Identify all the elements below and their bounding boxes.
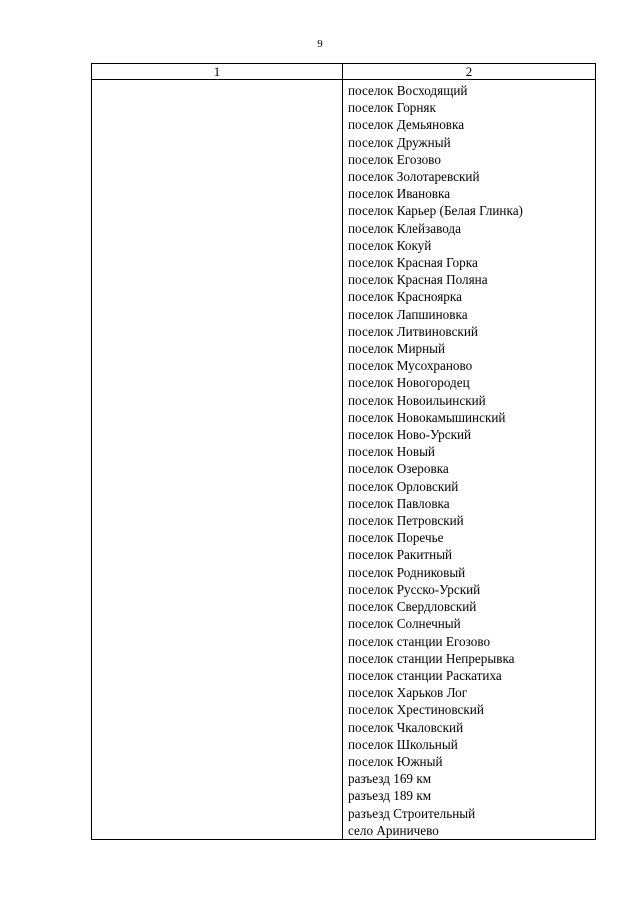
settlement-entry: поселок Красная Поляна [348,272,488,288]
column-1-cell [92,80,343,840]
settlement-entry: поселок станции Раскатиха [348,667,502,683]
settlement-entry: поселок Солнечный [348,616,461,632]
settlement-entry: поселок Егозово [348,151,441,167]
settlement-entry: поселок Родниковый [348,564,466,580]
settlement-entry: разъезд Строительный [348,805,476,821]
settlement-entry: поселок Свердловский [348,599,477,615]
settlement-entry: поселок Хрестиновский [348,702,484,718]
settlement-entry: поселок Ново-Урский [348,427,472,443]
settlement-entry: поселок Русско-Урский [348,581,481,597]
settlement-entry: поселок Ивановка [348,186,451,202]
settlement-entry: разъезд 189 км [348,788,432,804]
settlement-list [343,80,595,839]
settlement-entry: поселок Школьный [348,736,458,752]
settlement-entry: поселок Литвиновский [348,323,478,339]
settlement-entry: поселок Петровский [348,513,464,529]
settlement-entry: поселок Харьков Лог [348,685,468,701]
settlement-entry: поселок Чкаловский [348,719,464,735]
settlement-entry: поселок Новоильинский [348,392,486,408]
settlement-entry: поселок Карьер (Белая Глинка) [348,203,523,219]
settlement-entry: поселок Демьяновка [348,117,465,133]
settlement-entry: село Ариничево [348,822,439,838]
settlement-entry: поселок Южный [348,753,443,769]
settlement-entry: поселок Ракитный [348,547,453,563]
settlement-entry: поселок Клейзавода [348,220,461,236]
settlement-entry: поселок Мусохраново [348,358,473,374]
settlement-entry: поселок Орловский [348,478,459,494]
table-row [92,80,596,840]
settlement-entry: поселок Мирный [348,341,446,357]
settlement-entry: поселок Новокамышинский [348,409,506,425]
settlement-entry: поселок Озеровка [348,461,449,477]
settlement-entry: поселок Кокуй [348,237,432,253]
column-header-2: 2 [343,64,596,80]
page-number: 9 [317,38,323,50]
settlement-entry: поселок Поречье [348,530,444,546]
settlement-entry: поселок Павловка [348,495,450,511]
settlement-entry: поселок Золотаревский [348,169,480,185]
settlement-entry: поселок Новогородец [348,375,470,391]
settlement-entry: поселок Горняк [348,100,436,116]
settlement-entry: разъезд 169 км [348,771,432,787]
settlement-entry: поселок Лапшиновка [348,306,468,322]
settlement-entry: поселок Восходящий [348,83,468,98]
column-2-cell [343,80,596,840]
settlement-entry: поселок Новый [348,444,435,460]
table-header-row [92,64,596,80]
settlement-entry: поселок Красноярка [348,289,462,305]
settlement-entry: поселок Красная Горка [348,255,478,271]
settlement-entry: поселок станции Егозово [348,633,491,649]
settlement-entry: поселок станции Непрерывка [348,650,515,666]
settlement-entry: поселок Дружный [348,134,451,150]
settlements-table [91,63,596,840]
column-header-1: 1 [92,64,343,80]
